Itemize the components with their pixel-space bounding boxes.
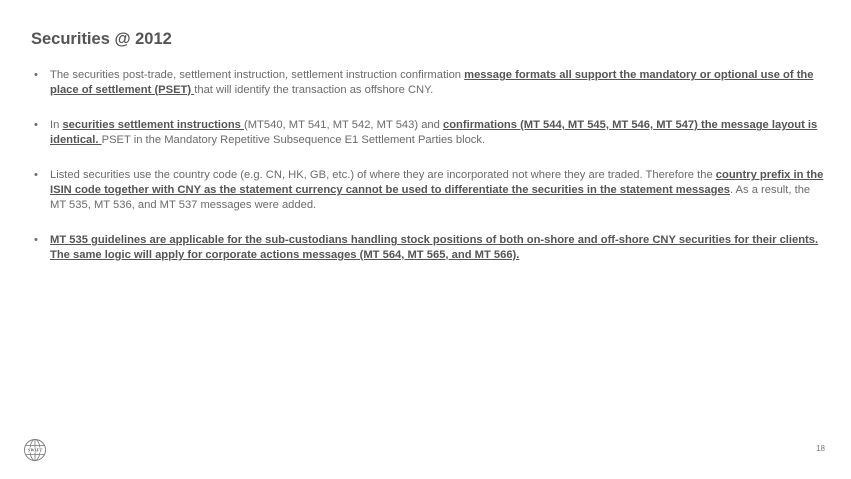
bullet-text: . (482, 133, 486, 146)
bullet-text: that will identify the transaction as offshore CNY. (194, 83, 434, 96)
bullet-text: In (50, 119, 63, 132)
bullet-item (34, 168, 824, 212)
page-title: Securities @ 2012 (31, 30, 172, 48)
logo-wordmark: SWIFT (27, 447, 43, 453)
bullet-item (34, 233, 824, 262)
bullet-list (34, 68, 824, 262)
page-number: 18 (816, 444, 825, 453)
bullet-emphasis: (MT 544, MT 545, MT 546, MT 547) the message layout is identical. (50, 119, 818, 146)
bullet-emphasis: MT 535 guidelines are applicable for the sub-custodians handling stock positions of both on-shore and off-shore CNY securities for their clients. The same logic will apply for corporate actions messages (MT 564, MT 565, and MT 566). (50, 234, 819, 261)
bullet-emphasis: country prefix in the ISIN code together with CNY as the statement currency cannot be used to differentiate the securities in the statement messages (50, 169, 824, 196)
bullet-text: . As a result, the MT 535, MT 536, and MT 537 messages were added. (50, 183, 811, 211)
bullet-emphasis: message formats all support the mandatory or optional use of the place of settlement (PSET) (50, 69, 814, 96)
bullet-emphasis: securities settlement instructions (62, 119, 244, 132)
bullet-text: The securities post-trade, settlement instruction, settlement instruction confirmation (50, 69, 465, 81)
bullet-text: Listed securities use the country code (e.g. CN, HK, GB, etc.) of where they are incorporated not where they are traded. Therefore the (50, 169, 716, 182)
bullet-item (34, 68, 824, 97)
bullet-text: PSET in the Mandatory Repetitive Subsequence E1 Settlement Parties block (101, 133, 482, 146)
bullet-item (34, 118, 824, 147)
bullet-text: (MT540, MT 541, MT 542, MT 543) and (244, 119, 443, 132)
bullet-emphasis: confirmations (442, 119, 521, 132)
swift-globe-logo-icon (23, 438, 47, 462)
